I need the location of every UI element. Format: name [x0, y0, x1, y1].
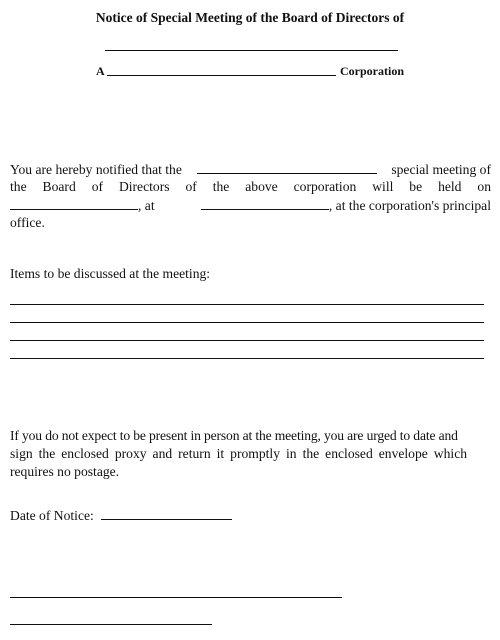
proxy-line-2	[10, 445, 491, 463]
proxy-line1: If you do not expect to be present in person at the meeting, you are urged to date and	[10, 428, 458, 443]
date-of-notice-blank-line	[101, 506, 232, 520]
items-blank-line-3	[10, 340, 484, 341]
items-blank-line-4	[10, 358, 484, 359]
notice-line4: office.	[10, 215, 45, 230]
notice-line2-word: be	[409, 179, 423, 194]
notice-line3-end: , at the corporation's principal	[328, 198, 491, 213]
board-name-blank-line	[105, 50, 398, 51]
items-blank-line-1	[10, 304, 484, 305]
secretary-title-blank-line	[10, 624, 212, 625]
notice-line2-word: held	[438, 179, 462, 194]
notice-line2-word: the	[10, 179, 27, 194]
proxy-paragraph	[10, 427, 491, 481]
date-of-notice-row	[10, 506, 232, 525]
notice-line-1	[10, 160, 491, 178]
proxy-line2: sign the enclosed proxy and return it promptly in the enclosed envelope which	[10, 446, 468, 461]
notice-line2-word: of	[185, 179, 197, 194]
notice-line1-end: special meeting of	[391, 162, 491, 177]
corporation-suffix: Corporation	[340, 64, 404, 78]
corporation-name-blank-line	[107, 75, 336, 76]
meeting-date-blank-line	[10, 196, 138, 210]
signature-blank-line	[10, 597, 342, 598]
notice-line2-word: will	[372, 179, 394, 194]
proxy-line-3	[10, 463, 491, 481]
notice-line1-start: You are hereby notified that the	[10, 162, 182, 177]
corporation-line	[0, 63, 500, 79]
notice-line-4	[10, 214, 491, 232]
notice-line2-word: corporation	[293, 179, 357, 194]
items-label: Items to be discussed at the meeting:	[10, 266, 211, 281]
document-title: Notice of Special Meeting of the Board of Directors of	[95, 10, 405, 25]
meeting-type-blank-line	[197, 160, 377, 174]
proxy-line-1	[10, 427, 491, 445]
notice-line3-comma-at: , at	[138, 198, 155, 213]
notice-line2-word: of	[91, 179, 104, 194]
proxy-line3: requires no postage.	[10, 464, 120, 479]
meeting-time-blank-line	[201, 196, 329, 210]
date-of-notice-label: Date of Notice:	[10, 508, 94, 523]
notice-line-3	[10, 196, 491, 214]
items-blank-line-2	[10, 322, 484, 323]
notice-line2-word: Board	[42, 179, 76, 194]
notice-line2-word: the	[212, 179, 230, 194]
notice-line2-word: on	[477, 179, 491, 194]
notice-line3-left	[10, 196, 155, 215]
notice-line-2	[10, 178, 491, 196]
notice-paragraph	[10, 160, 491, 232]
corporation-prefix: A	[96, 64, 105, 78]
notice-line2-word: Directors	[118, 179, 170, 194]
notice-line2-word: above	[245, 179, 278, 194]
notice-line3-right	[201, 196, 491, 215]
